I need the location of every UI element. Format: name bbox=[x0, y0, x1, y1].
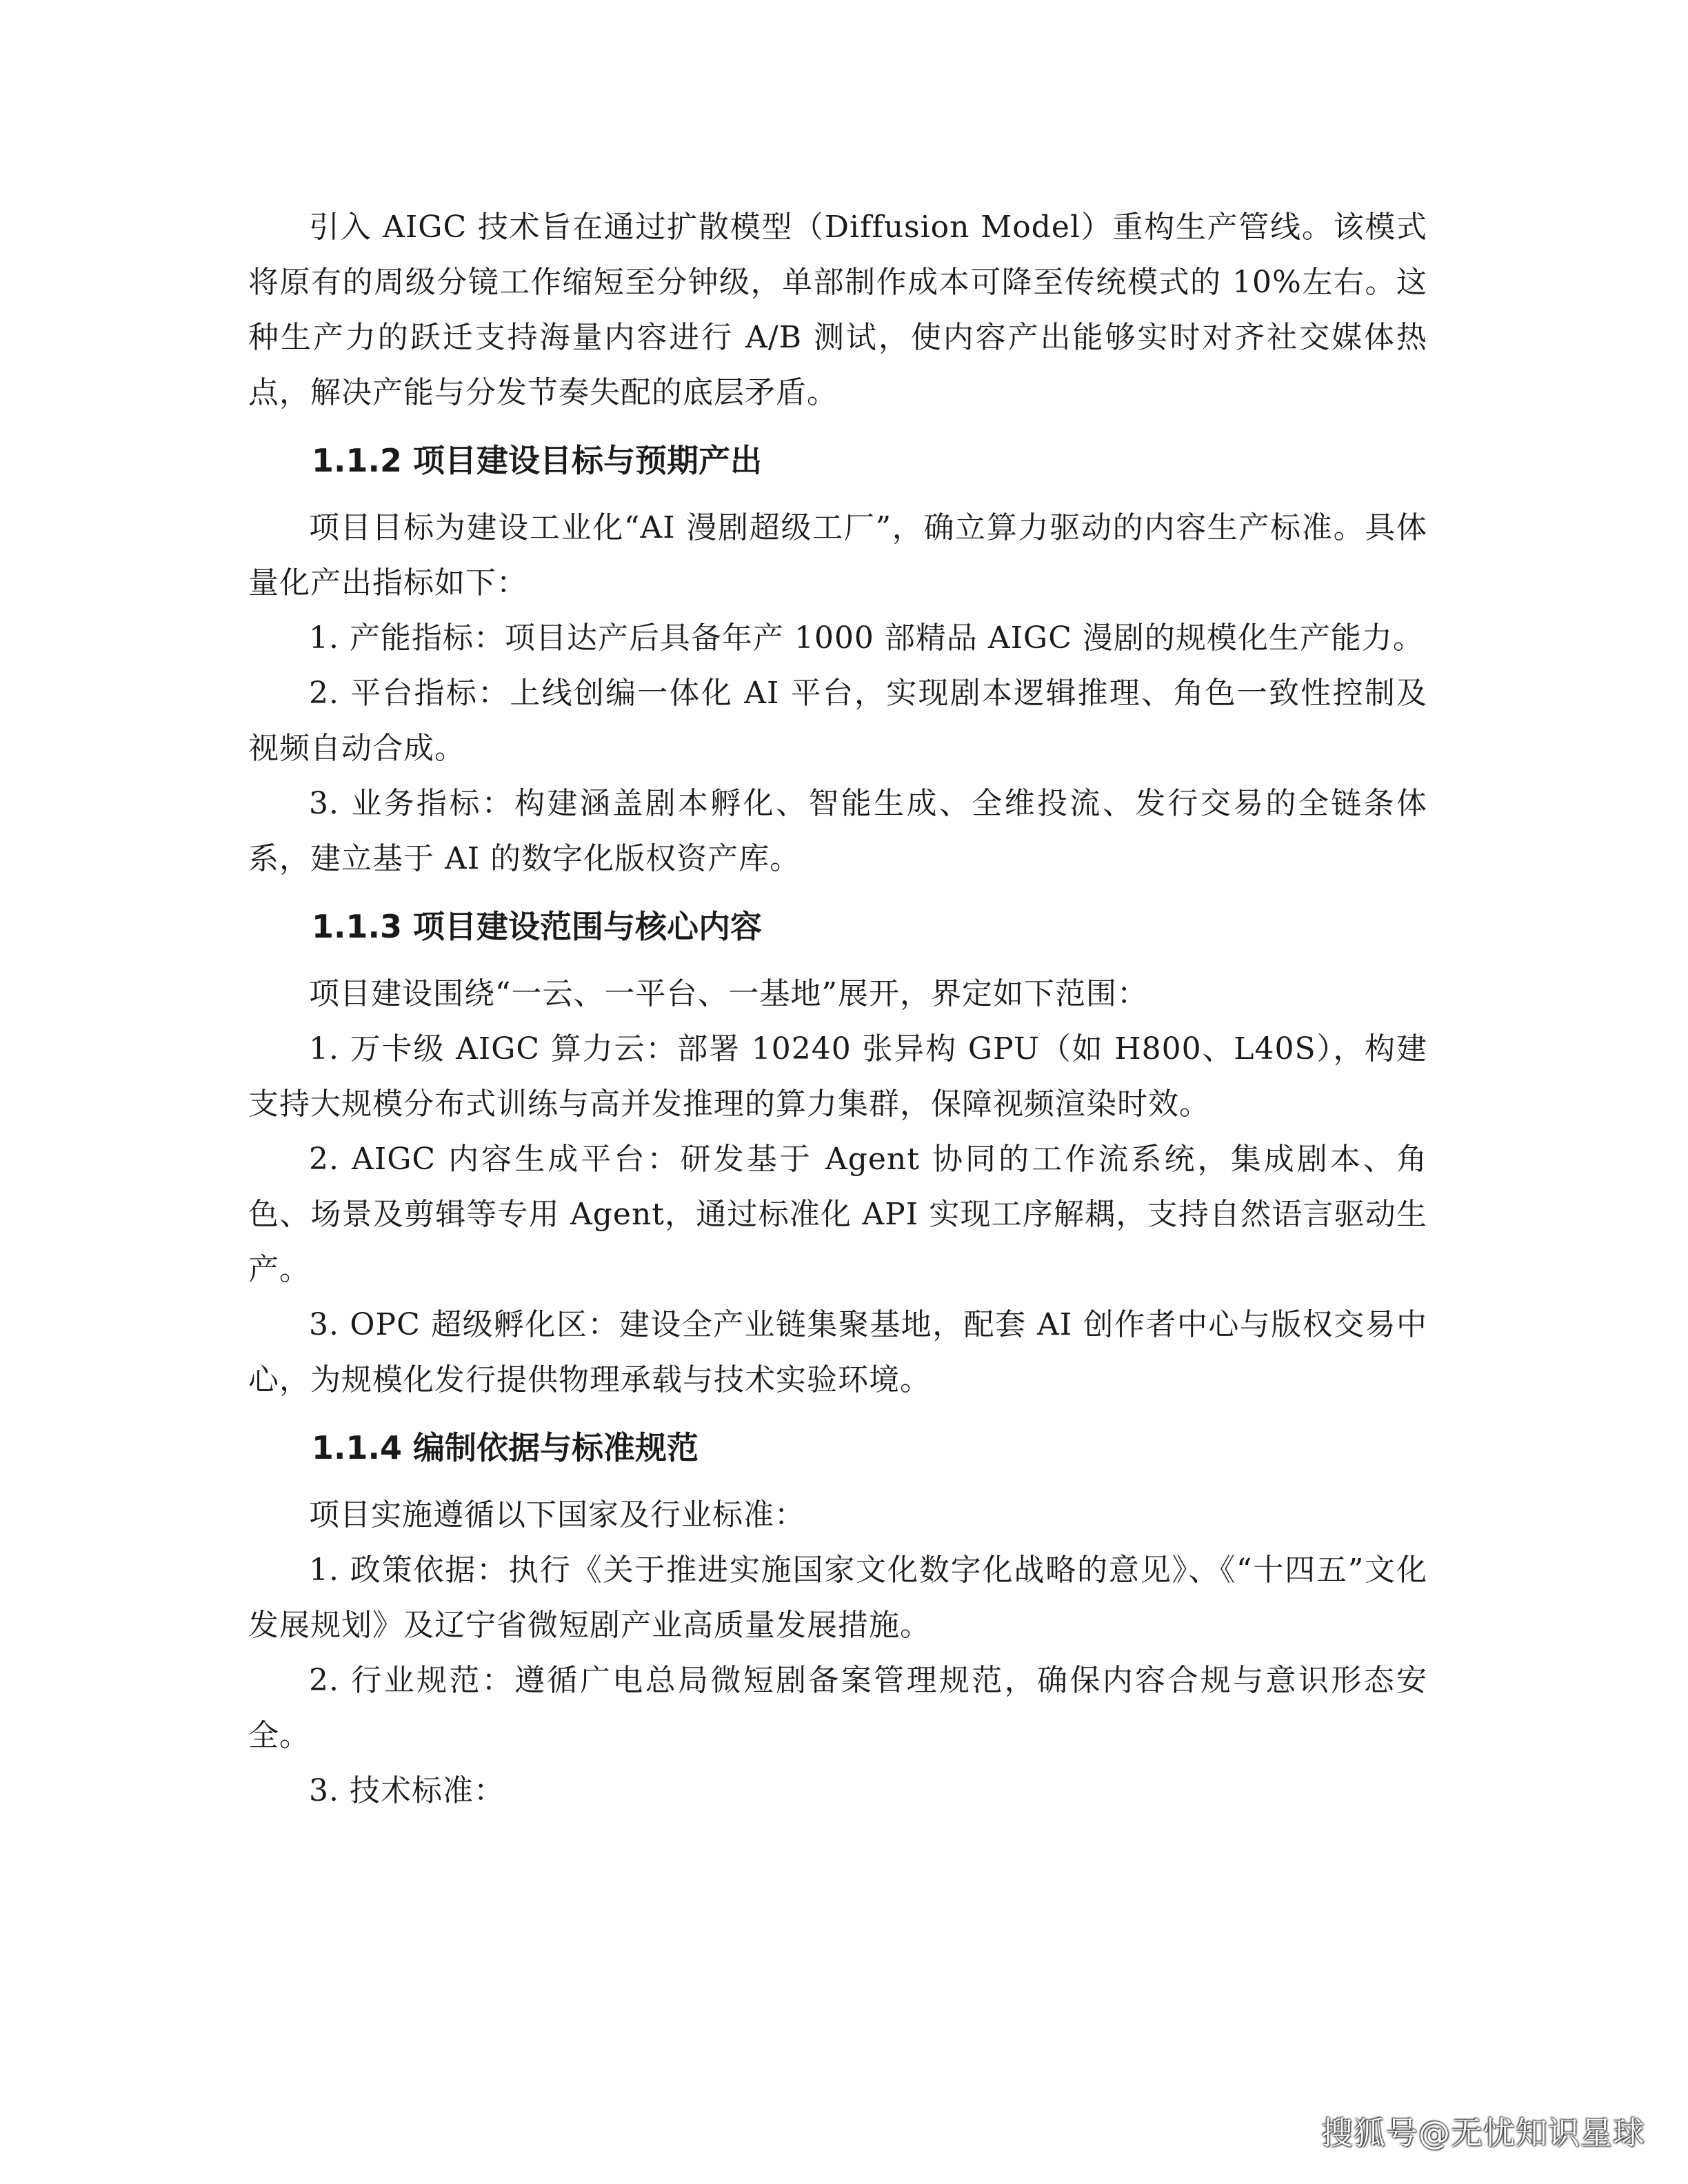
list-item: 1. 政策依据：执行《关于推进实施国家文化数字化战略的意见》、《“十四五”文化发展规划》及辽宁省微短剧产业高质量发展措施。 bbox=[248, 1553, 1427, 1643]
list-item: 2. AIGC 内容生成平台：研发基于 Agent 协同的工作流系统，集成剧本、角色、场景及剪辑等专用 Agent，通过标准化 API 实现工序解耦，支持自然语言驱动生产。 bbox=[248, 1142, 1427, 1287]
list-item: 3. 技术标准： bbox=[309, 1773, 505, 1808]
section-heading-1-1-4: 1.1.4 编制依据与标准规范 bbox=[312, 1429, 699, 1466]
section-intro: 项目实施遵循以下国家及行业标准： bbox=[309, 1497, 805, 1533]
document-page bbox=[248, 200, 1427, 1819]
list-item: 3. 业务指标：构建涵盖剧本孵化、智能生成、全维投流、发行交易的全链条体系，建立基于 AI 的数字化版权资产库。 bbox=[248, 786, 1427, 876]
list-item: 2. 平台指标：上线创编一体化 AI 平台，实现剧本逻辑推理、角色一致性控制及视频自动合成。 bbox=[248, 676, 1427, 766]
list-item: 2. 行业规范：遵循广电总局微短剧备案管理规范，确保内容合规与意识形态安全。 bbox=[248, 1663, 1427, 1753]
intro-paragraph: 引入 AIGC 技术旨在通过扩散模型（Diffusion Model）重构生产管线。该模式将原有的周级分镜工作缩短至分钟级，单部制作成本可降至传统模式的 10%左右。这种生产力的跃迁支持海量内容进行 A/B 测试，使内容产出能够实时对齐社交媒体热点，解决产能与分发节奏失配的底层矛盾。 bbox=[248, 210, 1427, 410]
section-intro: 项目目标为建设工业化“AI 漫剧超级工厂”，确立算力驱动的内容生产标准。具体量化产出指标如下： bbox=[248, 510, 1427, 600]
section-heading-1-1-2: 1.1.2 项目建设目标与预期产出 bbox=[312, 442, 762, 479]
section-heading-1-1-3: 1.1.3 项目建设范围与核心内容 bbox=[312, 908, 762, 945]
section-intro: 项目建设围绕“一云、一平台、一基地”展开，界定如下范围： bbox=[309, 976, 1148, 1011]
list-item: 1. 万卡级 AIGC 算力云：部署 10240 张异构 GPU（如 H800、L40S），构建支持大规模分布式训练与高并发推理的算力集群，保障视频渲染时效。 bbox=[248, 1031, 1427, 1122]
list-item: 3. OPC 超级孵化区：建设全产业链集聚基地，配套 AI 创作者中心与版权交易中心，为规模化发行提供物理承载与技术实验环境。 bbox=[248, 1307, 1427, 1397]
watermark-text: 搜狐号@无忧知识星球 bbox=[1321, 2114, 1645, 2152]
list-item: 1. 产能指标：项目达产后具备年产 1000 部精品 AIGC 漫剧的规模化生产能力。 bbox=[309, 620, 1424, 656]
